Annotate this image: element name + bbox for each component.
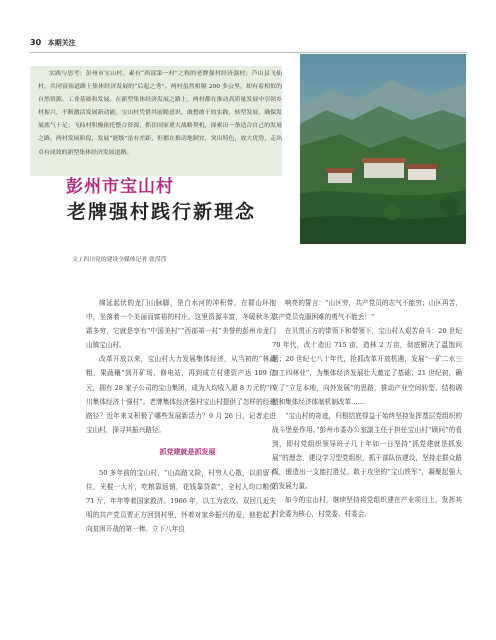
paragraph: 50 多年前的宝山村，“山高路又险，村穷人心散，以前留不住，光棍一大片，吃粮靠返销，花钱靠贷款”，全村人均口粮仅 71 斤，年年等着国家救济。1966 年，以工为农攻、双回几近失明的共产党员贾正方回到村里，怀着对家乡振兴的爱，他抢起了向贫困开战的第一棒。立下八年良 — [86, 468, 276, 534]
village-photo — [300, 54, 466, 244]
header-rule — [30, 52, 466, 53]
page-header — [30, 38, 76, 48]
paragraph: 绵延起伏的龙门山脉脚，是白水河的冲积带，在群山环抱中，坐落着一个美丽而富裕的村庄。这里资源丰富，冬暖秋冬无霜多穷，它就是享有“中国美村”“西部第一村”美誉的彭州市龙门山镇宝山村。 — [86, 299, 276, 350]
paragraph: 响亮的誓言：“山区穷，共产党员的志气不能穷；山区再苦，共产党员克服困难的勇气不能丢！” — [272, 299, 462, 322]
section-subheading: 抓党建就是抓发展 — [159, 446, 216, 456]
title-line-1: 彭州市宝山村 — [66, 177, 174, 197]
paragraph: 如今的宝山村，继续坚持将党组织建在产业项目上，发挥其村企委为核心，村党委、村委会、 — [272, 496, 462, 519]
column-right — [272, 296, 462, 522]
paragraph: 在贝贯正方的带领下和带领下，宝山村人艰苦奋斗：20 世纪 70 年代，改十造田 715 亩，造林 2 万亩，彻底解决了温饱问题；20 世纪七八十年代，抢抓改革开放机遇，发展“一矿二水三加工四林业”，为集体经济发展壮大奠定了基础；21 世纪初，确立了“立足本地，向外发展”的思路，推动产业空间转型、结构调整和集体经济体制机制改革…… — [272, 327, 462, 406]
byline: 文 / 四川党的建设全媒体记者 张滢滢 — [72, 257, 167, 263]
title-line-2: 老牌强村践行新理念 — [67, 201, 257, 223]
column-left — [86, 296, 276, 536]
paragraph: “宝山村的奇迹，归根结底得益于始终坚持发挥基层党组织的战斗堡垒作用。”彭州市委办公室副主任于担任宝山村“顾问”的看到，即村党组织领导班子几十年如一日坚持“抓党建就是抓发展”的理念，建设学习型党组织，抓干部队伍建设，坚持走群众路线，锻造出一支能打胜仗、敢于攻坚的“宝山铁军”，凝聚起强大的发展力量。 — [272, 411, 462, 491]
paragraph: 改革开放以来，宝山村大力发展集体经济，从当初的“林蔬粗、果蔬穰”到开矿场、修电站，再到成立村建资产达 109 亿元，拥有 28 家子公司的宝山集团，成为人均收入超 8 万元的“四川集体经济十强村”。老牌集体经济强村宝山村提供了怎样的经验路径？近年来又积极了哪些发展新活力？9 月 26 日，记者走进宝山村，探寻其振兴路径。 — [86, 355, 276, 434]
village-landscape-image — [300, 54, 466, 244]
section-name: 本期关注 — [47, 39, 76, 47]
page-number: 30 — [30, 38, 42, 47]
intro-text: 实践与思考：彭州市宝山村，素有“西部第一村”之称的老牌强村经济强村；芦山县飞仙村，共同富裕道路上集体经济发展的“后起之秀”。两村虽然相隔 200 多公里，却有着相似的自然资源、工业基础和发展。在新型集体经济发展之路上，两村都在推动高质量发展中引领乡村振兴，不断激活发展新动能。宝山村凭借其前瞻意识，敢想敢干的实践，转型发展，确保发展底气十足；飞仙村积极依托整合资源，抓住国家重大战略契机，探索出一条适合自己的发展之路。两村发展阶段，发展“能级”虽有差距，但都在推动地制宜，突出特色，放大优势，走出卓有成效的新型集体经济发展道路。 — [38, 71, 282, 156]
